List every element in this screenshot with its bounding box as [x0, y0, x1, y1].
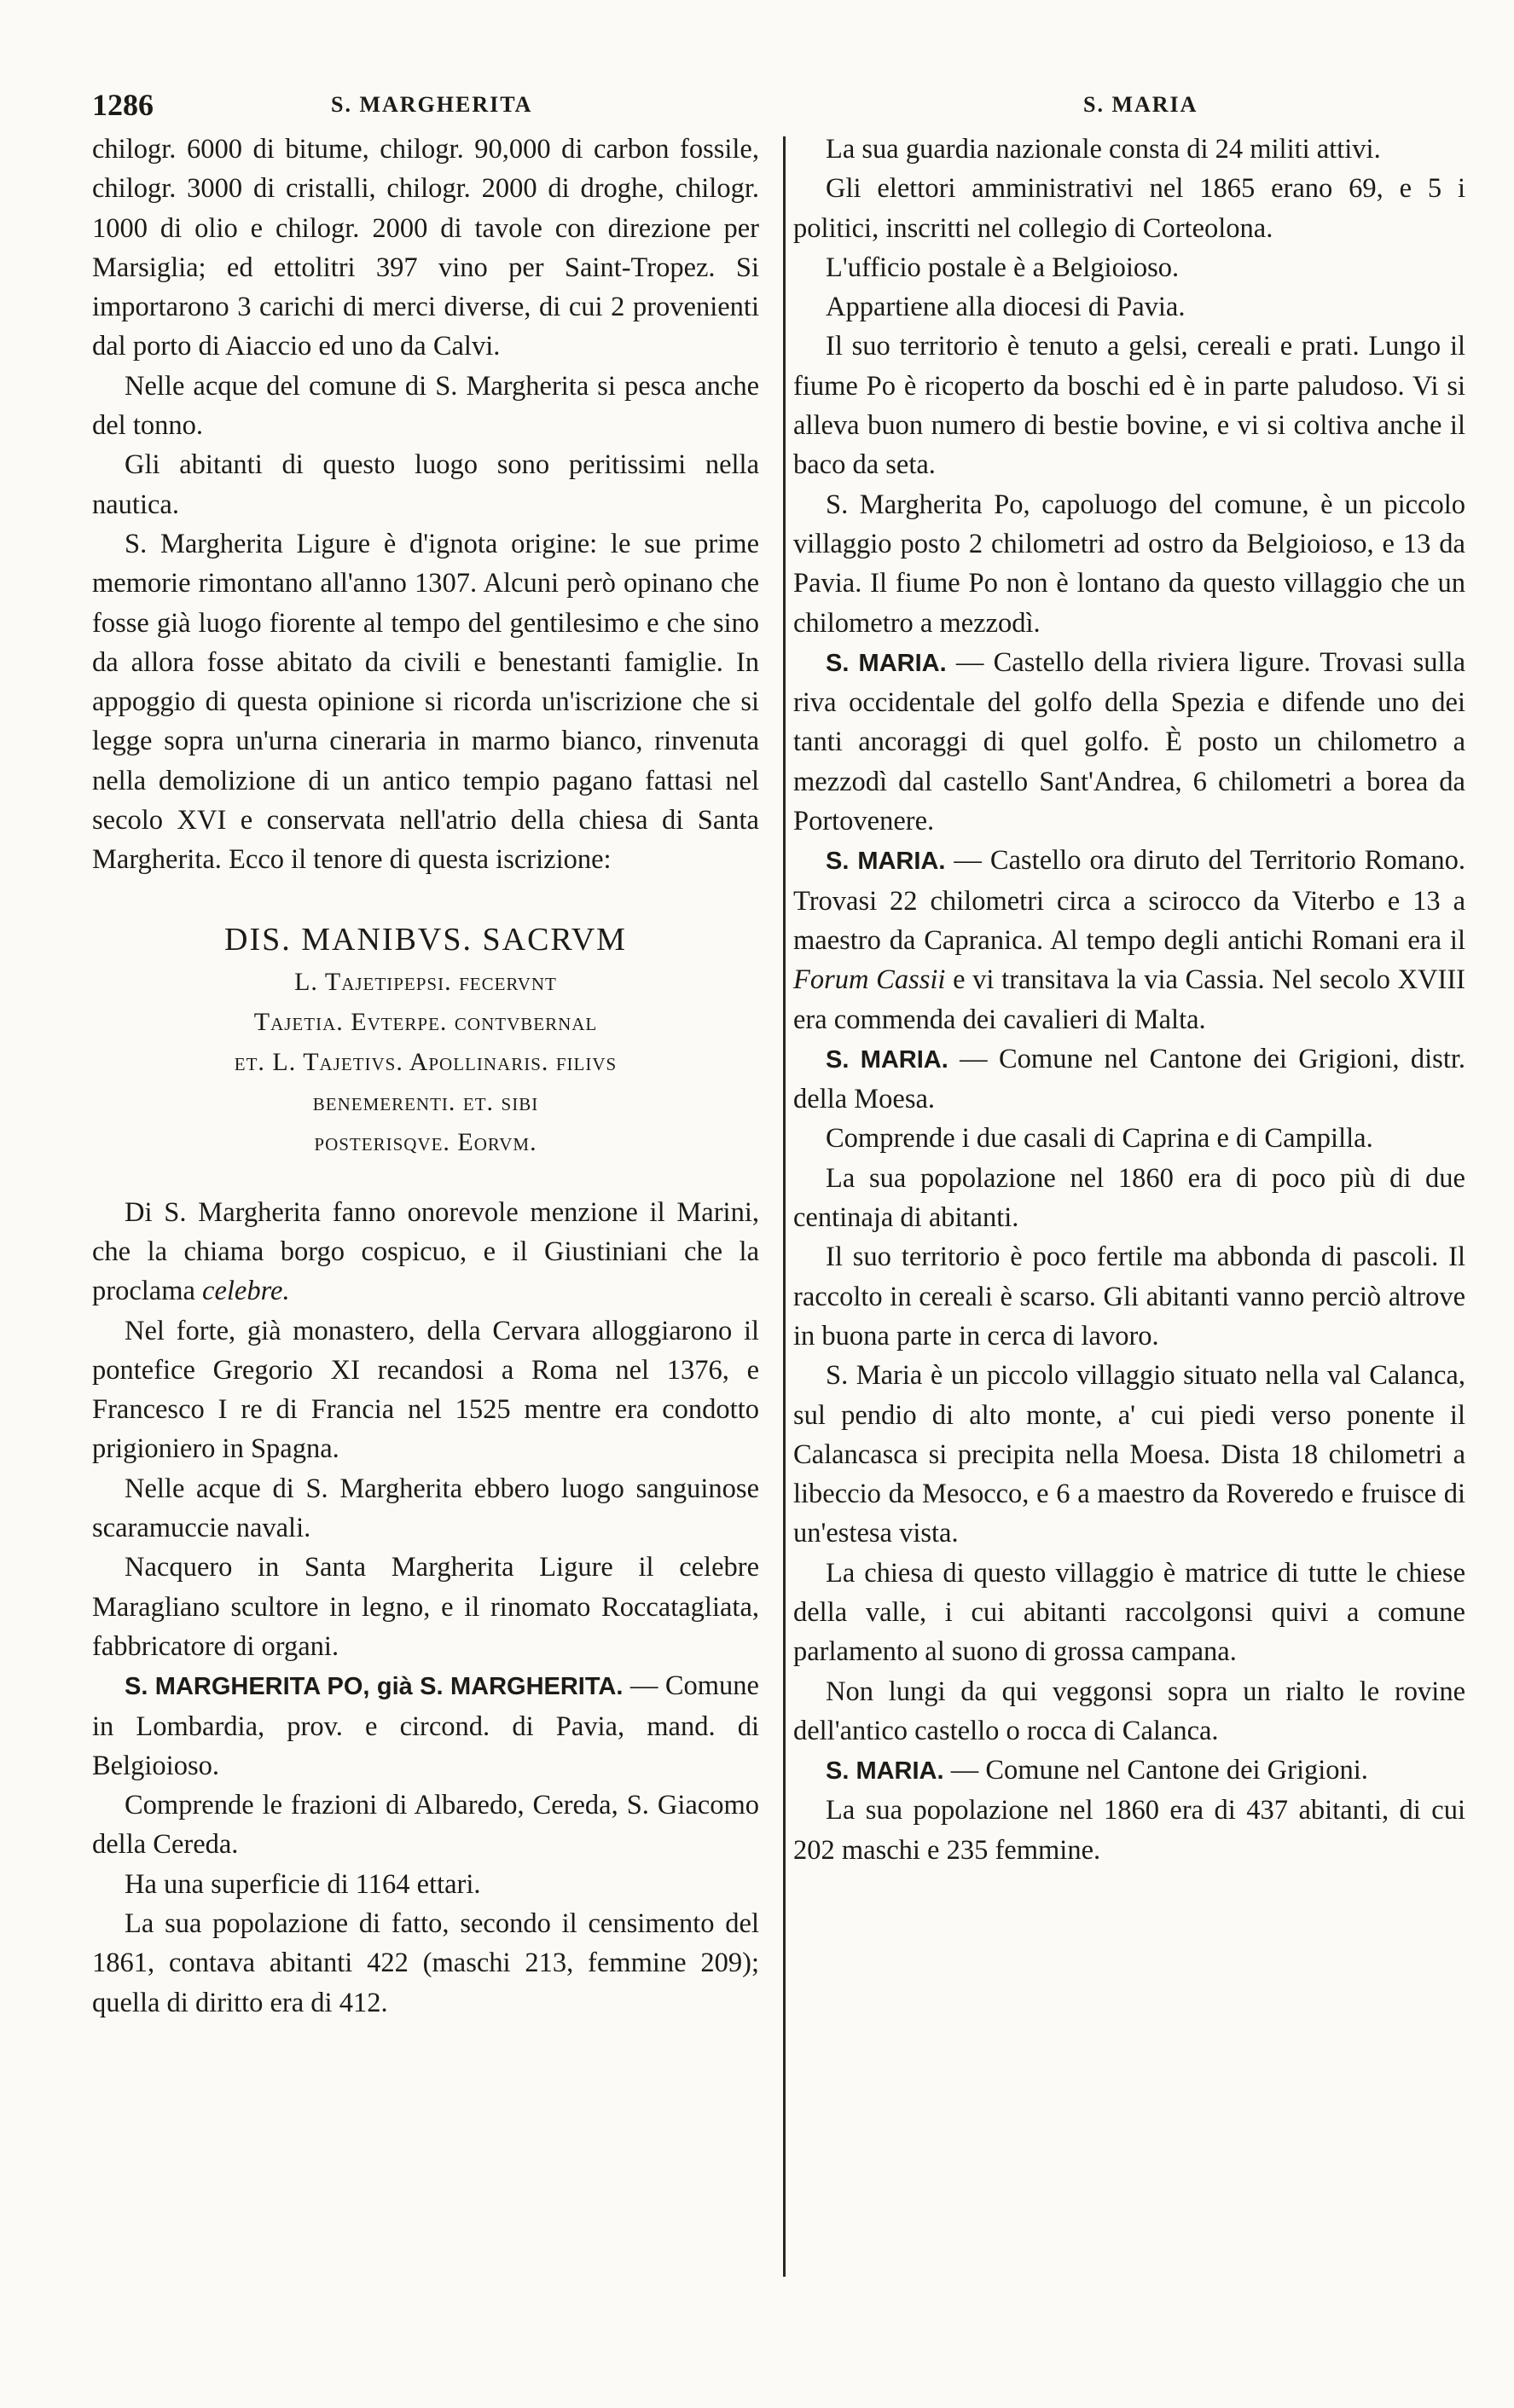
inscription-line: DIS. MANIBVS. SACRVM — [224, 921, 627, 958]
entry-text: — Comune in Lombardia, prov. e circond. di Pavia, mand. di Belgioioso. — [92, 1670, 759, 1781]
entry-text: — Comune nel Cantone dei Grigioni, distr. della Moesa. — [793, 1043, 1466, 1115]
entry-text: — Castello della riviera ligure. Trovasi sulla riva occidentale del golfo della Spezia e difende uno dei tanti ancoraggi di quel golfo. È posto un chilometro a mezzodì dal castello Sant'Andrea, 6 chilometri a borea da Portovenere. — [793, 646, 1465, 837]
paragraph: La sua popolazione nel 1860 era di 437 abitanti, di cui 202 maschi e 235 femmine. — [793, 1795, 1465, 1866]
paragraph-text: Di S. Margherita fanno onorevole menzione il Marini, che la chiama borgo cospicuo, e il Giustiniani che la proclama — [92, 1196, 759, 1307]
paragraph: Gli elettori amministrativi nel 1865 erano 69, e 5 i politici, inscritti nel collegio di Corteolona. — [793, 173, 1465, 244]
left-column — [92, 130, 759, 2023]
paragraph: Nelle acque di S. Margherita ebbero luogo sanguinose scaramuccie navali. — [92, 1473, 759, 1544]
inscription-line: benemerenti. et. sibi — [312, 1087, 539, 1116]
paragraph: La sua guardia nazionale consta di 24 militi attivi. — [826, 134, 1381, 165]
paragraph: La sua popolazione di fatto, secondo il censimento del 1861, contava abitanti 422 (maschi 213, femmine 209); quella di diritto era di 412. — [92, 1907, 759, 2018]
paragraph: Comprende le frazioni di Albaredo, Cereda, S. Giacomo della Cereda. — [92, 1790, 759, 1861]
paragraph: S. Maria è un piccolo villaggio situato nella val Calanca, sul pendio di alto monte, a' cui piedi verso ponente il Calancasca si precipita nella Moesa. Dista 18 chilometri a libeccio da Mesocco, e 6 a maestro da Roveredo e fruisce di un'estesa vista. — [793, 1360, 1465, 1549]
paragraph: Non lungi da qui veggonsi sopra un rialto le rovine dell'antico castello o rocca di Calanca. — [793, 1676, 1465, 1746]
entry-paragraph — [92, 1666, 759, 1786]
paragraph: La sua popolazione nel 1860 era di poco più di due centinaja di abitanti. — [793, 1162, 1465, 1234]
running-head-right: S. MARIA — [1083, 92, 1198, 117]
paragraph: S. Margherita Po, capoluogo del comune, è un piccolo villaggio posto 2 chilometri ad ostro da Belgioioso, e 13 da Pavia. Il fiume Po non è lontano da questo villaggio che un chilometro a mezzodì. — [793, 489, 1465, 639]
column-divider — [783, 136, 786, 2277]
entry-heading: S. MARIA. — [826, 1045, 948, 1074]
entry-text: — Comune nel Cantone dei Grigioni. — [943, 1755, 1368, 1786]
paragraph: Il suo territorio è tenuto a gelsi, cereali e prati. Lungo il fiume Po è ricoperto da boschi ed è in parte paludoso. Vi si alleva buon numero di bestie bovine, e vi si coltiva anche il baco da seta. — [793, 331, 1465, 481]
paragraph: Ha una superficie di 1164 ettari. — [125, 1868, 481, 1900]
running-head-left: S. MARGHERITA — [331, 92, 533, 117]
entry-heading: S. MARIA. — [826, 848, 946, 876]
entry-heading: S. MARGHERITA PO, già S. MARGHERITA. — [125, 1673, 624, 1701]
italic-term: Forum Cassii — [793, 964, 946, 996]
paragraph: Gli abitanti di questo luogo sono peritissimi nella nautica. — [92, 449, 759, 520]
paragraph: Nacquero in Santa Margherita Ligure il celebre Maragliano scultore in legno, e il rinomato Roccatagliata, fabbricatore di organi. — [92, 1552, 759, 1662]
entry-paragraph — [793, 841, 1465, 1039]
inscription-line: Tajetia. Evterpe. contvbernal — [253, 1007, 598, 1036]
paragraph: L'ufficio postale è a Belgioioso. — [826, 252, 1180, 283]
paragraph: Il suo territorio è poco fertile ma abbonda di pascoli. Il raccolto in cereali è scarso. Gli abitanti vanno perciò altrove in buona parte in cerca di lavoro. — [793, 1242, 1465, 1352]
paragraph: S. Margherita Ligure è d'ignota origine: le sue prime memorie rimontano all'anno 1307. Alcuni però opinano che fosse già luogo fiorente al tempo del gentilesimo e che sino da allora fosse abitato da civili e benestanti famiglie. In appoggio di questa opinione si ricorda un'iscrizione che si legge sopra un'urna cineraria in marmo bianco, rinvenuta nella demolizione di un antico tempio pagano fattasi nel secolo XVI e conservata nell'atrio della chiesa di Santa Margherita. Ecco il tenore di questa iscrizione: — [92, 528, 759, 876]
paragraph: La chiesa di questo villaggio è matrice di tutte le chiese della valle, i cui abitanti raccolgonsi quivi a comune parlamento al suono di grossa campana. — [793, 1557, 1465, 1668]
entry-paragraph — [793, 643, 1465, 841]
italic-word: celebre. — [202, 1276, 290, 1307]
entry-paragraph — [793, 1751, 1465, 1791]
paragraph: Nel forte, già monastero, della Cervara alloggiarono il pontefice Gregorio XI recandosi a Roma nel 1376, e Francesco I re di Francia nel 1525 mentre era condotto prigioniero in Spagna. — [92, 1315, 759, 1465]
paragraph: Appartiene alla diocesi di Pavia. — [826, 292, 1186, 323]
inscription-line: L. Tajetipepsi. fecervnt — [294, 967, 557, 996]
paragraph — [92, 1193, 759, 1311]
inscription-line: et. L. Tajetivs. Apollinaris. filivs — [234, 1047, 618, 1076]
entry-text: — Castello ora diruto del Territorio Romano. Trovasi 22 chilometri circa a scirocco da Viterbo e 13 a maestro da Capranica. Al tempo degli antichi Romani era il — [793, 845, 1465, 956]
inscription-line: posterisqve. Eorvm. — [314, 1127, 537, 1156]
page-number: 1286 — [92, 88, 154, 122]
entry-text: e vi transitava la via Cassia. Nel secolo XVIII era commenda dei cavalieri di Malta. — [793, 964, 1465, 1035]
right-column — [793, 130, 1465, 1870]
latin-inscription — [92, 917, 759, 1162]
paragraph: Nelle acque del comune di S. Margherita si pesca anche del tonno. — [92, 370, 759, 442]
entry-heading: S. MARIA. — [826, 649, 947, 677]
page-header — [85, 87, 1463, 130]
paragraph: Comprende i due casali di Caprina e di Campilla. — [826, 1123, 1373, 1155]
entry-heading: S. MARIA. — [826, 1757, 944, 1786]
paragraph: chilogr. 6000 di bitume, chilogr. 90,000 di carbon fossile, chilogr. 3000 di cristalli, chilogr. 2000 di droghe, chilogr. 1000 di olio e chilogr. 2000 di tavole con direzione per Marsiglia; ed ettolitri 397 vino per Saint-Tropez. Si importarono 3 carichi di merci diverse, di cui 2 provenienti dal porto di Aiaccio ed uno da Calvi. — [92, 134, 759, 362]
entry-paragraph — [793, 1039, 1465, 1120]
